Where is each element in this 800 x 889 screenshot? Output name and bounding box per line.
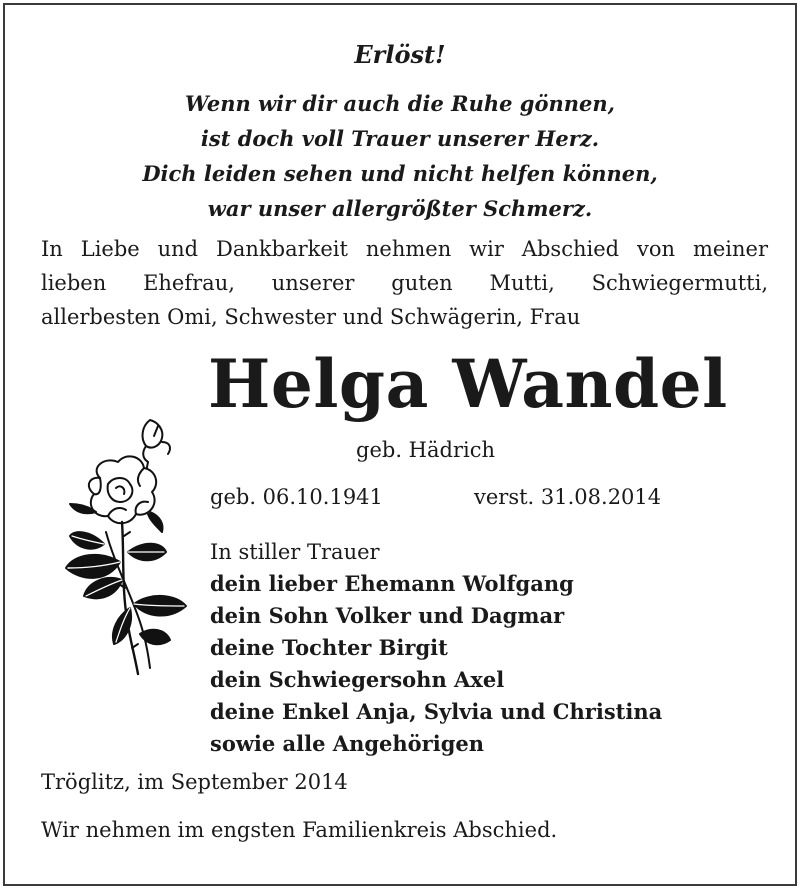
deceased-name: Helga Wandel bbox=[208, 345, 728, 423]
mourner-line: dein lieber Ehemann Wolfgang bbox=[210, 571, 574, 596]
maiden-name: geb. Hädrich bbox=[356, 438, 495, 462]
place-date: Tröglitz, im September 2014 bbox=[41, 770, 348, 794]
mourners-intro: In stiller Trauer bbox=[210, 540, 380, 564]
mourner-line: deine Enkel Anja, Sylvia und Christina bbox=[210, 699, 663, 724]
mourner-line: deine Tochter Birgit bbox=[210, 635, 448, 660]
mourner-line: dein Sohn Volker und Dagmar bbox=[210, 603, 565, 628]
poem-line: ist doch voll Trauer unserer Herz. bbox=[200, 126, 600, 151]
poem bbox=[0, 86, 800, 226]
mourners-block bbox=[210, 536, 662, 760]
intro-line: allerbesten Omi, Schwester und Schwägerin, Frau bbox=[41, 305, 581, 329]
rose-icon bbox=[30, 412, 200, 684]
poem-line: Dich leiden sehen und nicht helfen können, bbox=[142, 161, 658, 186]
poem-line: war unser allergrößter Schmerz. bbox=[207, 196, 593, 221]
intro-line: In Liebe und Dankbarkeit nehmen wir Abschied von meiner bbox=[41, 237, 768, 261]
intro-line: lieben Ehefrau, unserer guten Mutti, Schwiegermutti, bbox=[41, 271, 768, 295]
poem-line: Wenn wir dir auch die Ruhe gönnen, bbox=[185, 91, 615, 116]
birth-date: geb. 06.10.1941 bbox=[210, 485, 383, 509]
mourner-line: dein Schwiegersohn Axel bbox=[210, 667, 505, 692]
closing-note: Wir nehmen im engsten Familienkreis Abschied. bbox=[41, 818, 558, 842]
intro-text bbox=[41, 232, 768, 334]
mourner-line: sowie alle Angehörigen bbox=[210, 731, 485, 756]
death-date: verst. 31.08.2014 bbox=[474, 485, 662, 509]
heading: Erlöst! bbox=[354, 40, 446, 69]
